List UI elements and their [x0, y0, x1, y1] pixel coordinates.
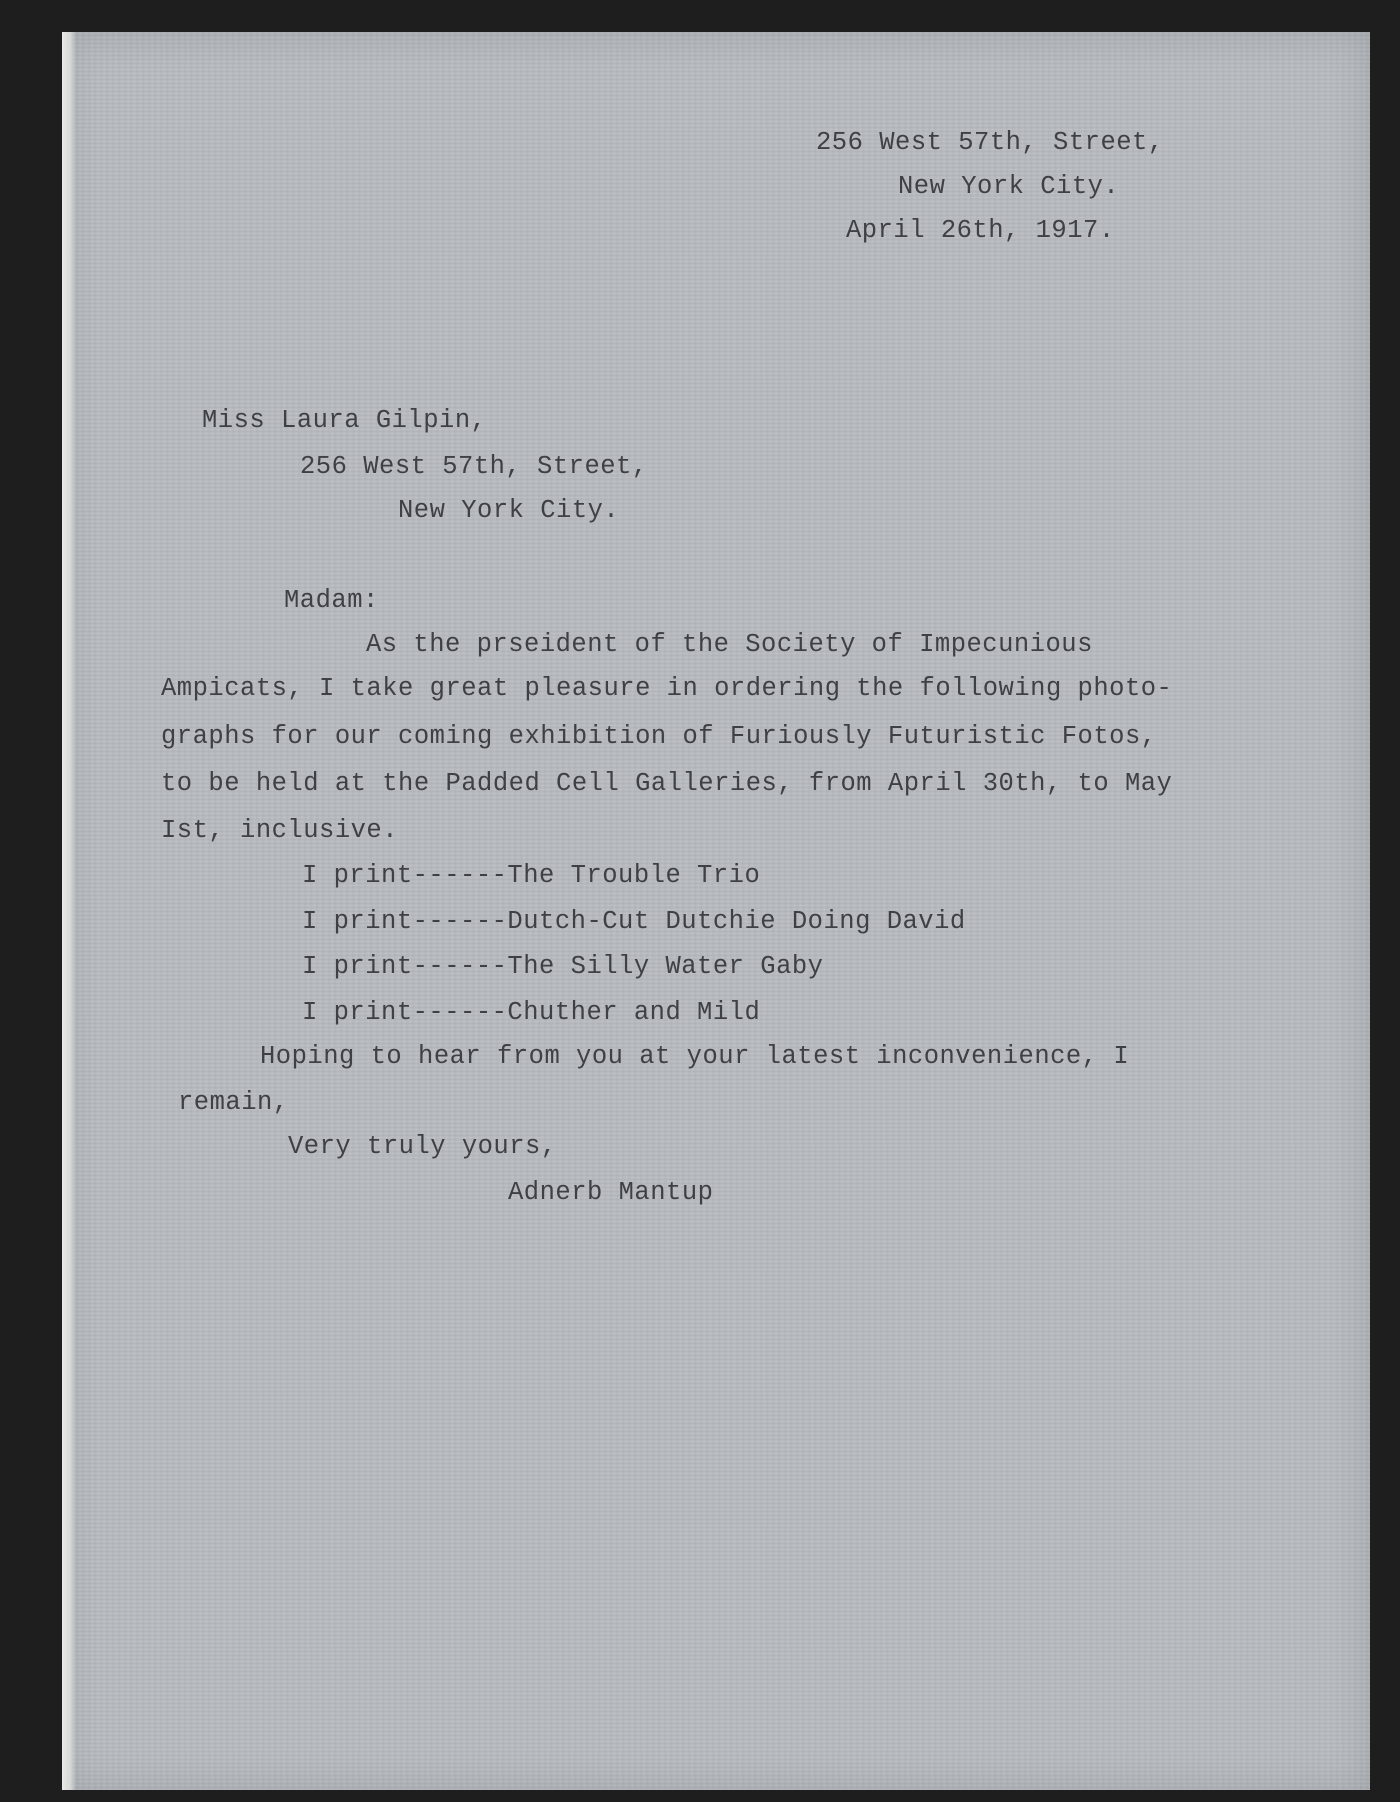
recipient-name: Miss Laura Gilpin,: [202, 406, 487, 435]
signature: Adnerb Mantup: [508, 1178, 714, 1207]
order-item: I print------Chuther and Mild: [302, 998, 761, 1027]
order-item: I print------Dutch-Cut Dutchie Doing David: [302, 907, 966, 936]
paper-fold-edge: [62, 32, 76, 1790]
order-item: I print------The Silly Water Gaby: [302, 952, 824, 981]
letter-page: [62, 32, 1370, 1790]
body-line: graphs for our coming exhibition of Furiously Futuristic Fotos,: [161, 722, 1157, 751]
letter-date: April 26th, 1917.: [846, 216, 1115, 245]
valediction: Very truly yours,: [288, 1132, 557, 1161]
order-item: I print------The Trouble Trio: [302, 861, 761, 890]
body-line: Ampicats, I take great pleasure in ordering the following photo-: [161, 674, 1173, 703]
sender-street: 256 West 57th, Street,: [816, 128, 1164, 157]
recipient-street: 256 West 57th, Street,: [300, 452, 648, 481]
closing-line: Hoping to hear from you at your latest inconvenience, I: [260, 1042, 1130, 1071]
recipient-city: New York City.: [398, 496, 620, 525]
body-line: As the prseident of the Society of Impecunious: [366, 630, 1093, 659]
sender-city: New York City.: [898, 172, 1120, 201]
body-line: to be held at the Padded Cell Galleries, from April 30th, to May: [161, 769, 1173, 798]
closing-line: remain,: [178, 1088, 289, 1117]
body-line: Ist, inclusive.: [161, 816, 399, 845]
salutation: Madam:: [284, 586, 379, 615]
